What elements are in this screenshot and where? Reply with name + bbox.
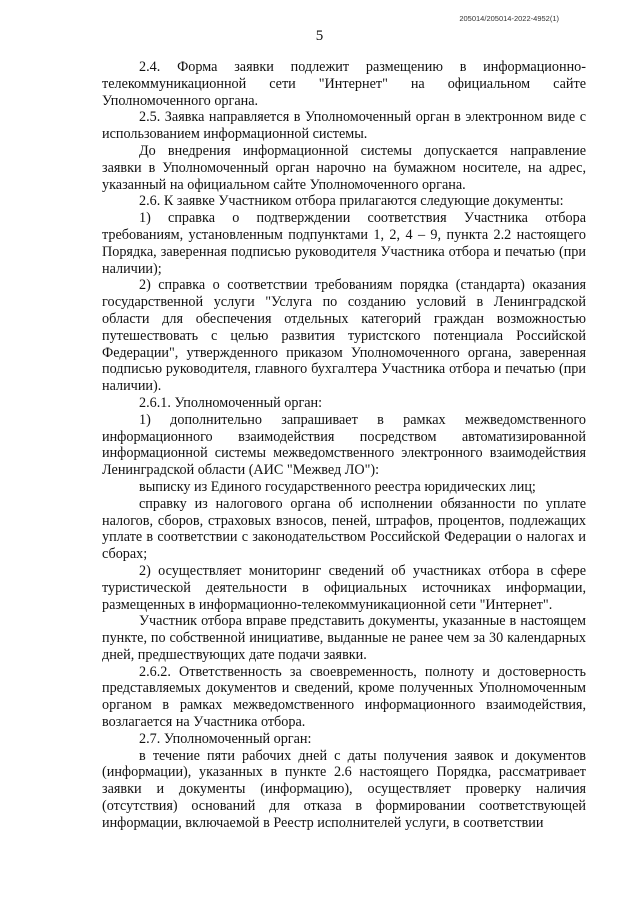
page-number: 5 [315,28,324,44]
paragraph-2-7-body: в течение пяти рабочих дней с даты получения заявок и документов (информации), указанных в пункте 2.6 настоящего Порядка, рассматривает заявки и документы (информацию), осуществляет проверку наличия (отсутствия) оснований для отказа в формировании соответствующей информации, включаемой в Реестр исполнителей услуги, в соответствии [102,747,586,831]
paragraph-2-6-1: 2.6.1. Уполномоченный орган: [139,394,323,411]
paragraph-2-5: 2.5. Заявка направляется в Уполномоченный орган в электронном виде с использованием информационной системы. [102,109,586,143]
document-id: 205014/205014-2022-4952(1) [459,14,559,23]
paragraph-2-5-note: До внедрения информационной системы допускается направление заявки в Уполномоченный орган нарочно на бумажном носителе, на адрес, указанный на официальном сайте Уполномоченного органа. [102,142,586,193]
document-body [102,59,586,832]
paragraph-2-6-1-item-2: 2) осуществляет мониторинг сведений об участниках отбора в сфере туристической деятельности в официальных источниках информации, размещенных в информационно-телекоммуникационной сети "Интернет". [102,562,586,613]
paragraph-2-4: 2.4. Форма заявки подлежит размещению в информационно-телекоммуникационной сети "Интернет" на официальном сайте Уполномоченного органа. [102,59,586,109]
paragraph-2-6-item-1: 1) справка о подтверждении соответствия Участника отбора требованиям, установленным подпунктами 1, 2, 4 – 9, пункта 2.2 настоящего Порядка, заверенная подписью руководителя Участника отбора и печатью (при наличии); [102,210,586,277]
paragraph-2-7: 2.7. Уполномоченный орган: [139,730,312,747]
paragraph-2-6: 2.6. К заявке Участником отбора прилагаются следующие документы: [139,193,564,210]
paragraph-2-6-2: 2.6.2. Ответственность за своевременность, полноту и достоверность представляемых документов и сведений, кроме полученных Уполномоченным органом в рамках межведомственного информационного взаимодействия, возлагается на Участника отбора. [102,663,586,731]
paragraph-2-6-1-extract: выписку из Единого государственного реестра юридических лиц; [139,478,536,495]
paragraph-2-6-item-2: 2) справка о соответствии требованиям порядка (стандарта) оказания государственной услуги "Услуга по созданию условий в Ленинградской области для обеспечения отдельных категорий граждан возможностью путешествовать с целью развития туристского потенциала Российской Федерации", утвержденного приказом Уполномоченного органа, заверенная подписью руководителя, главного бухгалтера Участника отбора и печатью (при наличии). [102,277,586,395]
paragraph-2-6-1-tax: справку из налогового органа об исполнении обязанности по уплате налогов, сборов, страховых взносов, пеней, штрафов, процентов, подлежащих уплате в соответствии с законодательством Российской Федерации о налогах и сборах; [102,495,586,563]
paragraph-2-6-1-item-1: 1) дополнительно запрашивает в рамках межведомственного информационного взаимодействия посредством автоматизированной информационной системы межведомственного электронного взаимодействия Ленинградской области (АИС "Межвед ЛО"): [102,411,586,479]
paragraph-2-6-1-participant: Участник отбора вправе представить документы, указанные в настоящем пункте, по собственной инициативе, выданные не ранее чем за 30 календарных дней, предшествующих дате подачи заявки. [102,613,586,663]
